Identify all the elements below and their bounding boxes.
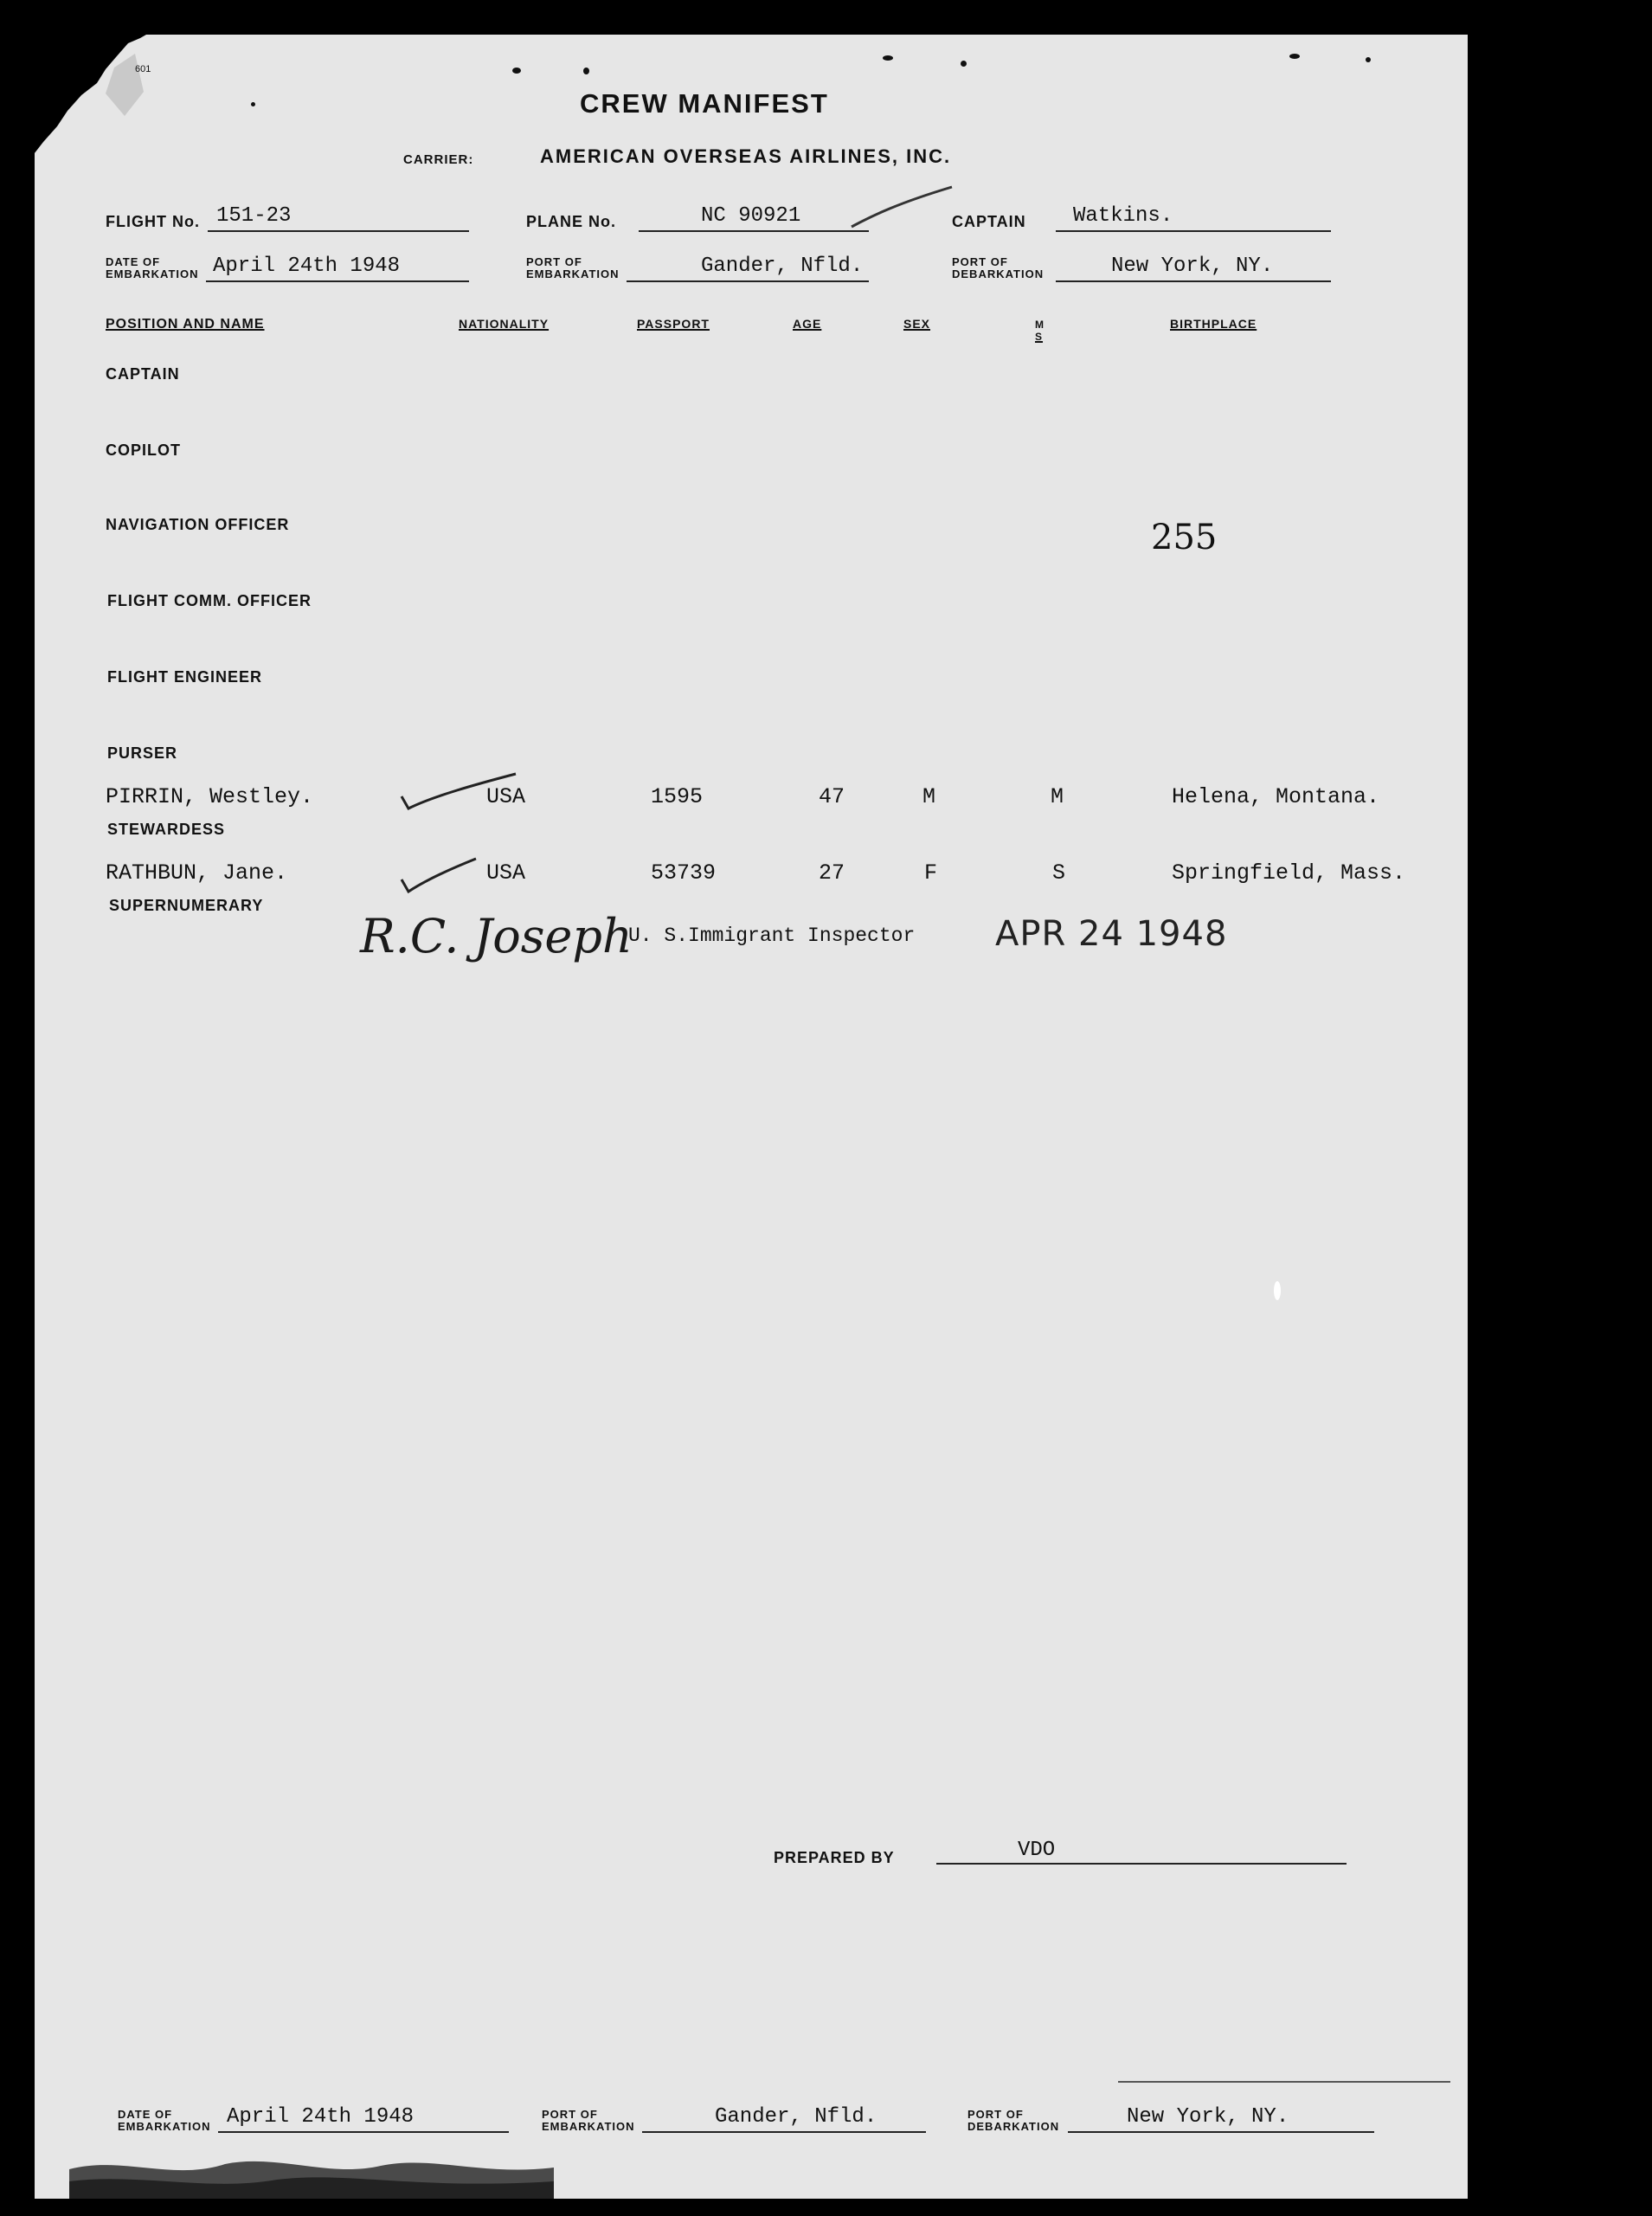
role-copilot: COPILOT xyxy=(106,441,181,459)
footer-port-of-label: PORT OF xyxy=(542,2108,598,2121)
form-number: 601 xyxy=(135,64,151,74)
torn-bottom-edge xyxy=(69,2147,554,2199)
crew-marital: S xyxy=(1052,860,1066,886)
check-mark-icon xyxy=(398,855,485,899)
prepared-by-label: PREPARED BY xyxy=(774,1849,895,1866)
prepared-by-line xyxy=(936,1837,1347,1865)
manifest-page xyxy=(35,35,1468,2199)
captain-value: Watkins. xyxy=(1073,204,1173,228)
port-debarkation-value: New York, NY. xyxy=(1111,254,1274,278)
crew-marital: M xyxy=(1051,784,1064,809)
crew-sex: F xyxy=(924,860,938,886)
plane-no-value: NC 90921 xyxy=(701,204,801,228)
crew-sex: M xyxy=(922,784,936,809)
check-mark-icon xyxy=(848,180,961,232)
torn-corner-icon xyxy=(31,31,152,161)
inspection-stamp-date: APR 24 1948 xyxy=(995,914,1228,954)
footer-port-of-debarkation-label: PORT OF xyxy=(967,2108,1024,2121)
column-header-nationality: NATIONALITY xyxy=(459,317,550,331)
speck-icon xyxy=(1289,54,1300,59)
role-flight-comm-officer: FLIGHT COMM. OFFICER xyxy=(107,592,312,609)
carrier-label: CARRIER: xyxy=(403,152,474,167)
speck-icon xyxy=(583,68,589,74)
footer-port-embarkation-value: Gander, Nfld. xyxy=(715,2105,877,2129)
plane-no-label: PLANE No. xyxy=(526,213,617,230)
column-header-position: POSITION AND NAME xyxy=(106,317,265,332)
speck-icon xyxy=(1366,57,1371,62)
crew-birthplace: Helena, Montana. xyxy=(1172,784,1380,809)
column-header-marital-s: S xyxy=(1035,331,1044,343)
footer-embarkation-label: EMBARKATION xyxy=(118,2120,211,2133)
role-purser: PURSER xyxy=(107,744,178,762)
crew-nationality: USA xyxy=(486,860,526,886)
port-embarkation-value: Gander, Nfld. xyxy=(701,254,864,278)
role-stewardess: STEWARDESS xyxy=(107,821,226,838)
column-header-age: AGE xyxy=(793,317,822,331)
role-captain: CAPTAIN xyxy=(106,365,180,383)
column-header-marital-m: M xyxy=(1035,319,1045,331)
port-embarkation-label: EMBARKATION xyxy=(526,267,620,280)
inspector-title: U. S.Immigrant Inspector xyxy=(628,924,916,947)
column-header-sex: SEX xyxy=(903,317,931,331)
crew-age: 47 xyxy=(819,784,845,809)
speck-icon xyxy=(961,61,967,67)
page-number: 255 xyxy=(1151,518,1218,557)
footer-debarkation-label: DEBARKATION xyxy=(967,2120,1060,2133)
crew-birthplace: Springfield, Mass. xyxy=(1172,860,1406,886)
date-value: April 24th 1948 xyxy=(213,254,401,278)
port-of-debarkation-label: PORT OF xyxy=(952,255,1008,268)
footer-port-embarkation-label: EMBARKATION xyxy=(542,2120,635,2133)
crew-age: 27 xyxy=(819,860,845,886)
role-flight-engineer: FLIGHT ENGINEER xyxy=(107,668,263,686)
debarkation-label: DEBARKATION xyxy=(952,267,1045,280)
crew-name: PIRRIN, Westley. xyxy=(106,784,314,809)
footer-rule xyxy=(1118,2081,1450,2083)
footer-port-debarkation-value: New York, NY. xyxy=(1127,2105,1289,2129)
column-header-birthplace: BIRTHPLACE xyxy=(1170,317,1257,331)
flight-no-label: FLIGHT No. xyxy=(106,213,200,230)
crew-nationality: USA xyxy=(486,784,526,809)
role-supernumerary: SUPERNUMERARY xyxy=(109,897,264,914)
role-navigation-officer: NAVIGATION OFFICER xyxy=(106,516,290,533)
port-of-label: PORT OF xyxy=(526,255,582,268)
footer-date-value: April 24th 1948 xyxy=(227,2105,415,2129)
captain-label: CAPTAIN xyxy=(952,213,1026,230)
date-of-label: DATE OF xyxy=(106,255,161,268)
speck-icon xyxy=(251,102,255,106)
flight-no-value: 151-23 xyxy=(216,204,292,228)
footer-date-of-label: DATE OF xyxy=(118,2108,173,2121)
speck-icon xyxy=(512,68,521,74)
prepared-by-value: VDO xyxy=(1018,1839,1056,1862)
page-title: CREW MANIFEST xyxy=(580,88,829,119)
crew-name: RATHBUN, Jane. xyxy=(106,860,288,886)
embarkation-label: EMBARKATION xyxy=(106,267,199,280)
carrier-name: AMERICAN OVERSEAS AIRLINES, INC. xyxy=(540,145,952,167)
column-header-passport: PASSPORT xyxy=(637,317,710,331)
speck-icon xyxy=(883,55,893,61)
crew-passport: 53739 xyxy=(651,860,717,886)
speck-icon xyxy=(1274,1281,1281,1300)
inspector-signature: R.C. Joseph xyxy=(360,909,633,963)
crew-passport: 1595 xyxy=(651,784,704,809)
